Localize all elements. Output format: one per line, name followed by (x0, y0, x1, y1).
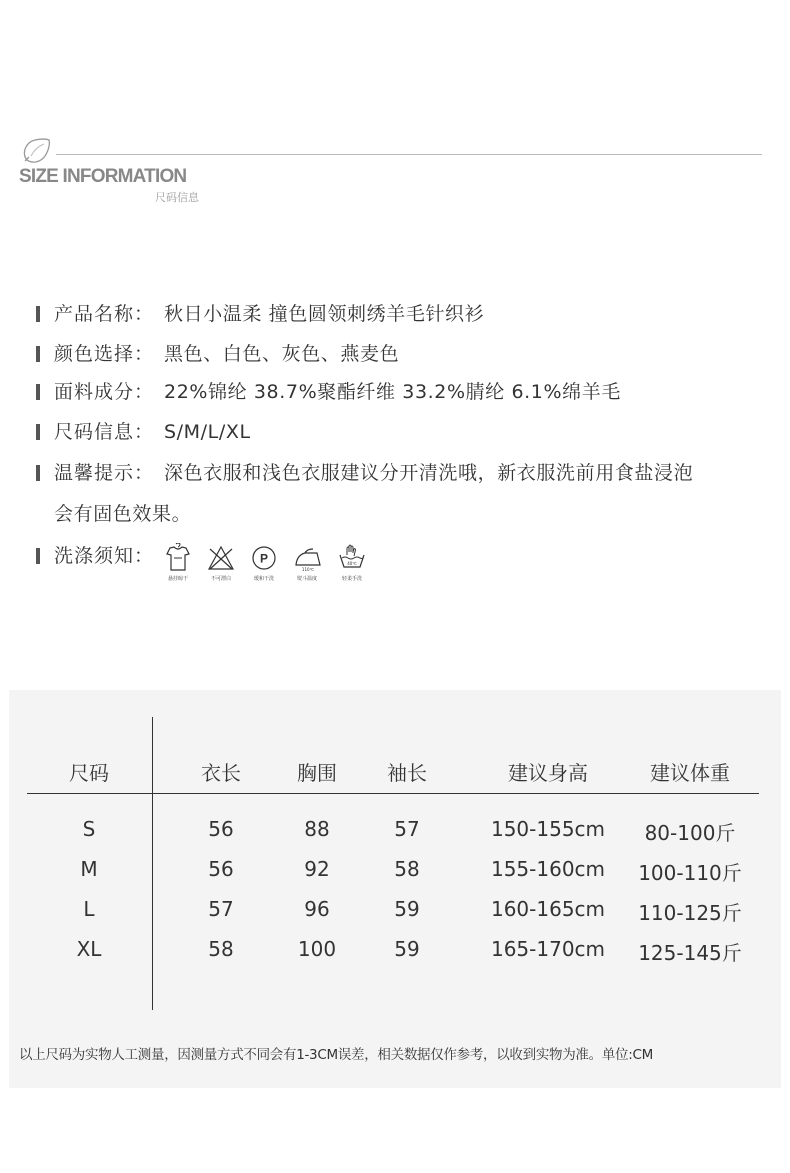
lemon-icon (20, 136, 52, 166)
header-size: 尺码 (69, 761, 109, 785)
care-caption: 熨斗温度 (296, 576, 317, 582)
dry-clean-symbol: P (259, 551, 269, 566)
bullet-bar (36, 424, 40, 440)
table-cell-size: M (80, 857, 98, 881)
table-cell: 80-100斤 (644, 821, 736, 845)
info-value-continued: 会有固色效果。 (54, 503, 192, 525)
info-label: 尺码信息： (54, 421, 155, 443)
header-weight: 建议体重 (650, 761, 730, 785)
table-cell: 96 (304, 897, 330, 921)
info-row-size (0, 417, 790, 447)
table-cell: 58 (208, 937, 234, 961)
table-cell: 56 (208, 817, 234, 841)
iron-temperature-icon (289, 541, 325, 587)
care-caption: 轻柔手洗 (341, 576, 362, 582)
no-bleach-icon (203, 541, 239, 587)
care-icons (160, 541, 380, 587)
section-title-cn: 尺码信息 (155, 191, 199, 204)
table-cell: 125-145斤 (638, 941, 742, 965)
table-cell: 58 (394, 857, 420, 881)
gentle-dry-clean-icon (246, 541, 282, 587)
bullet-bar (36, 346, 40, 362)
table-cell-size: S (82, 817, 96, 841)
table-cell: 88 (304, 817, 330, 841)
info-value: 秋日小温柔 撞色圆领刺绣羊毛针织衫 (164, 303, 485, 325)
size-footnote: 以上尺码为实物人工测量，因测量方式不同会有1-3CM误差，相关数据仅作参考，以收到实物为准。单位:CM (19, 1047, 653, 1063)
table-cell: 59 (394, 897, 420, 921)
info-label: 面料成分： (54, 381, 155, 403)
table-cell: 150-155cm (490, 817, 606, 841)
info-row-product-name (0, 299, 790, 329)
table-cell: 160-165cm (490, 897, 606, 921)
table-cell: 100-110斤 (638, 861, 742, 885)
bullet-bar (36, 306, 40, 322)
hand-wash-icon (334, 541, 370, 587)
care-caption: 悬挂晾干 (167, 576, 188, 582)
table-cell: 56 (208, 857, 234, 881)
bullet-bar (36, 548, 40, 564)
header-sleeve: 袖长 (387, 761, 427, 785)
wash-temp-note: 40℃ (347, 561, 357, 566)
info-value: 22%锦纶 38.7%聚酯纤维 33.2%腈纶 6.1%绵羊毛 (164, 381, 621, 403)
care-caption: 缓和干洗 (253, 576, 274, 582)
header-divider (56, 154, 762, 155)
info-label: 产品名称： (54, 303, 155, 325)
table-cell: 165-170cm (490, 937, 606, 961)
table-cell: 57 (394, 817, 420, 841)
hang-dry-icon (160, 541, 196, 587)
table-cell: 59 (394, 937, 420, 961)
care-caption: 不可漂白 (210, 576, 231, 582)
table-cell-size: XL (76, 937, 102, 961)
info-row-color (0, 339, 790, 369)
info-label: 温馨提示： (54, 462, 155, 484)
table-vertical-divider (152, 717, 153, 1010)
size-info-header (0, 0, 790, 220)
table-cell: 100 (297, 937, 337, 961)
bullet-bar (36, 384, 40, 400)
size-table-panel (9, 690, 781, 1088)
info-row-material (0, 377, 790, 407)
info-row-tip (0, 458, 790, 488)
table-cell: 57 (208, 897, 234, 921)
header-chest: 胸围 (297, 761, 337, 785)
info-row-wash (0, 541, 790, 571)
table-cell: 155-160cm (490, 857, 606, 881)
section-title-en: SIZE INFORMATION (19, 166, 187, 187)
iron-temp-note: 110℃ (301, 567, 315, 572)
info-value: S/M/L/XL (164, 421, 251, 443)
info-label: 颜色选择： (54, 343, 155, 365)
info-value: 深色衣服和浅色衣服建议分开清洗哦，新衣服洗前用食盐浸泡 (164, 462, 694, 484)
bullet-bar (36, 465, 40, 481)
table-cell-size: L (83, 897, 95, 921)
info-label: 洗涤须知： (54, 545, 155, 567)
info-value: 黑色、白色、灰色、燕麦色 (164, 343, 400, 365)
header-height: 建议身高 (508, 761, 588, 785)
header-length: 衣长 (201, 761, 241, 785)
table-cell: 92 (304, 857, 330, 881)
table-cell: 110-125斤 (638, 901, 742, 925)
table-header-divider (27, 793, 759, 794)
